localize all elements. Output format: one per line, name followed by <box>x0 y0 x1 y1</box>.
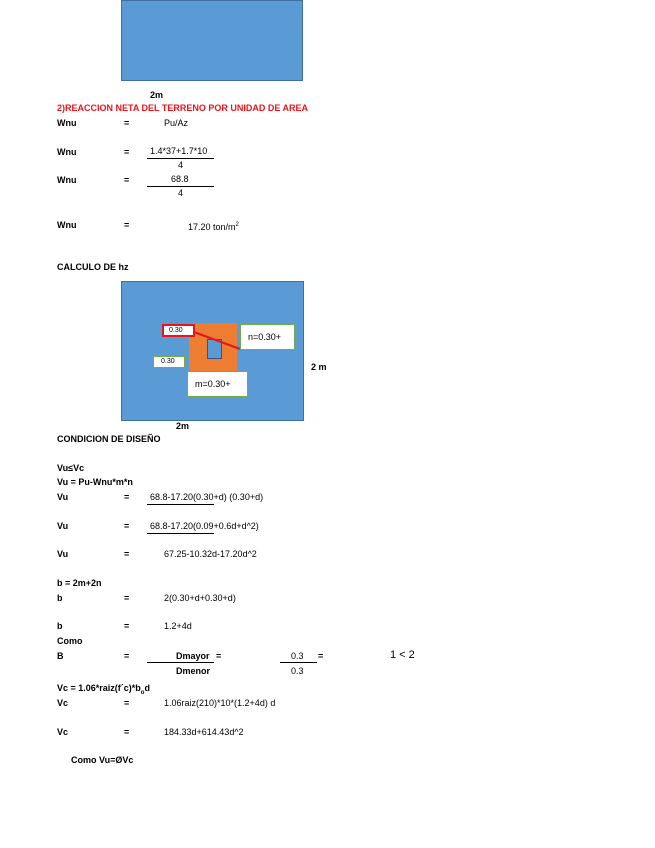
wnu-eq-2: = <box>124 147 130 157</box>
wnu-eq-3: = <box>124 175 130 185</box>
beta-fraction-bar-2 <box>280 662 317 663</box>
small-dim-label <box>153 356 185 368</box>
wnu-den-3: 4 <box>178 188 184 198</box>
vc-formula: $Vc = 1.06*raiz(f´c)*b_od$ <box>57 683 150 696</box>
beta-den: Dmenor <box>176 666 211 676</box>
wnu-result-exp: 2 <box>235 222 239 228</box>
como-label: Como <box>57 636 83 646</box>
n-label-box <box>240 324 295 350</box>
b-eq-1: = <box>124 593 130 603</box>
red-box-text: 0.30 <box>169 327 183 334</box>
red-box-label <box>162 324 195 337</box>
b-formula: b = 2m+2n <box>57 578 102 588</box>
vc-sub: o <box>140 689 145 696</box>
wnu-expr-1: Pu/Az <box>164 118 189 128</box>
section2-title: 2)REACCION NETA DEL TERRENO POR UNIDAD DE AREA <box>57 103 309 113</box>
beta-num: Dmayor <box>176 651 210 661</box>
b-var-2: b <box>57 621 63 631</box>
beta-eq: = <box>124 651 130 661</box>
plan-width-label: 2m <box>176 421 190 431</box>
beta-result: 1 < 2 <box>390 649 415 661</box>
vu-expr-1: 68.8-17.20(0.30+d) (0.30+d) <box>150 492 264 502</box>
wnu-var-4: Wnu <box>57 220 77 230</box>
wnu-var-2: Wnu <box>57 147 77 157</box>
beta-eq3: = <box>318 651 324 661</box>
vu-eq-1: = <box>124 492 130 502</box>
red-leader <box>194 332 240 349</box>
vc-expr-2: 184.33d+614.43d^2 <box>164 727 244 737</box>
vu-underline-2 <box>147 533 214 534</box>
b-expr-2: 1.2+4d <box>164 621 192 631</box>
beta-den2: 0.3 <box>291 666 304 676</box>
wnu-den-2: 4 <box>178 160 184 170</box>
vu-formula: Vu = Pu-Wnu*m*n <box>57 477 133 487</box>
condicion-title: CONDICION DE DISEÑO <box>57 434 161 444</box>
vu-eq-3: = <box>124 549 130 559</box>
beta-fraction-bar <box>147 662 214 663</box>
plan-height-label: 2 m <box>311 362 327 372</box>
vu-var-2: Vu <box>57 521 69 531</box>
vc-var-2: Vc <box>57 727 69 737</box>
beta-num2: 0.3 <box>291 651 304 661</box>
m-label: m=0.30+ <box>195 379 231 389</box>
vc-var-1: Vc <box>57 698 69 708</box>
top-width-label: 2m <box>150 90 164 100</box>
wnu-num-3: 68.8 <box>171 174 189 184</box>
vc-eq-1: = <box>124 698 130 708</box>
vu-expr-2: 68.8-17.20(0.09+0.6d+d^2) <box>150 521 259 531</box>
wnu-result: 17.20 ton/$m^2$ <box>188 222 239 232</box>
wnu-num-2: 1.4*37+1.7*10 <box>150 146 208 156</box>
beta-eq2: = <box>216 651 222 661</box>
final-condition: Como Vu=ØVc <box>71 755 134 765</box>
wnu-var-3: Wnu <box>57 175 77 185</box>
vu-expr-3: 67.25-10.32d-17.20d^2 <box>164 549 257 559</box>
wnu-eq-4: = <box>124 220 130 230</box>
vc-eq-2: = <box>124 727 130 737</box>
b-expr-1: 2(0.30+d+0.30+d) <box>164 593 236 603</box>
wnu-eq-1: = <box>124 118 130 128</box>
vu-eq-2: = <box>124 521 130 531</box>
b-eq-2: = <box>124 621 130 631</box>
small-dim-text: 0.30 <box>161 358 175 365</box>
inequality: Vu≤Vc <box>57 463 85 473</box>
vu-var-3: Vu <box>57 549 69 559</box>
vc-expr-1: 1.06raiz(210)*10*(1.2+4d) d <box>164 698 276 708</box>
calc-hz-title: CALCULO DE hz <box>57 262 129 272</box>
n-label: n=0.30+ <box>248 332 282 342</box>
m-label-box <box>187 371 248 397</box>
beta-var: B <box>57 651 64 661</box>
vu-underline-1 <box>147 504 214 505</box>
wnu-var-1: Wnu <box>57 118 77 128</box>
b-var-1: b <box>57 593 63 603</box>
vu-var-1: Vu <box>57 492 69 502</box>
